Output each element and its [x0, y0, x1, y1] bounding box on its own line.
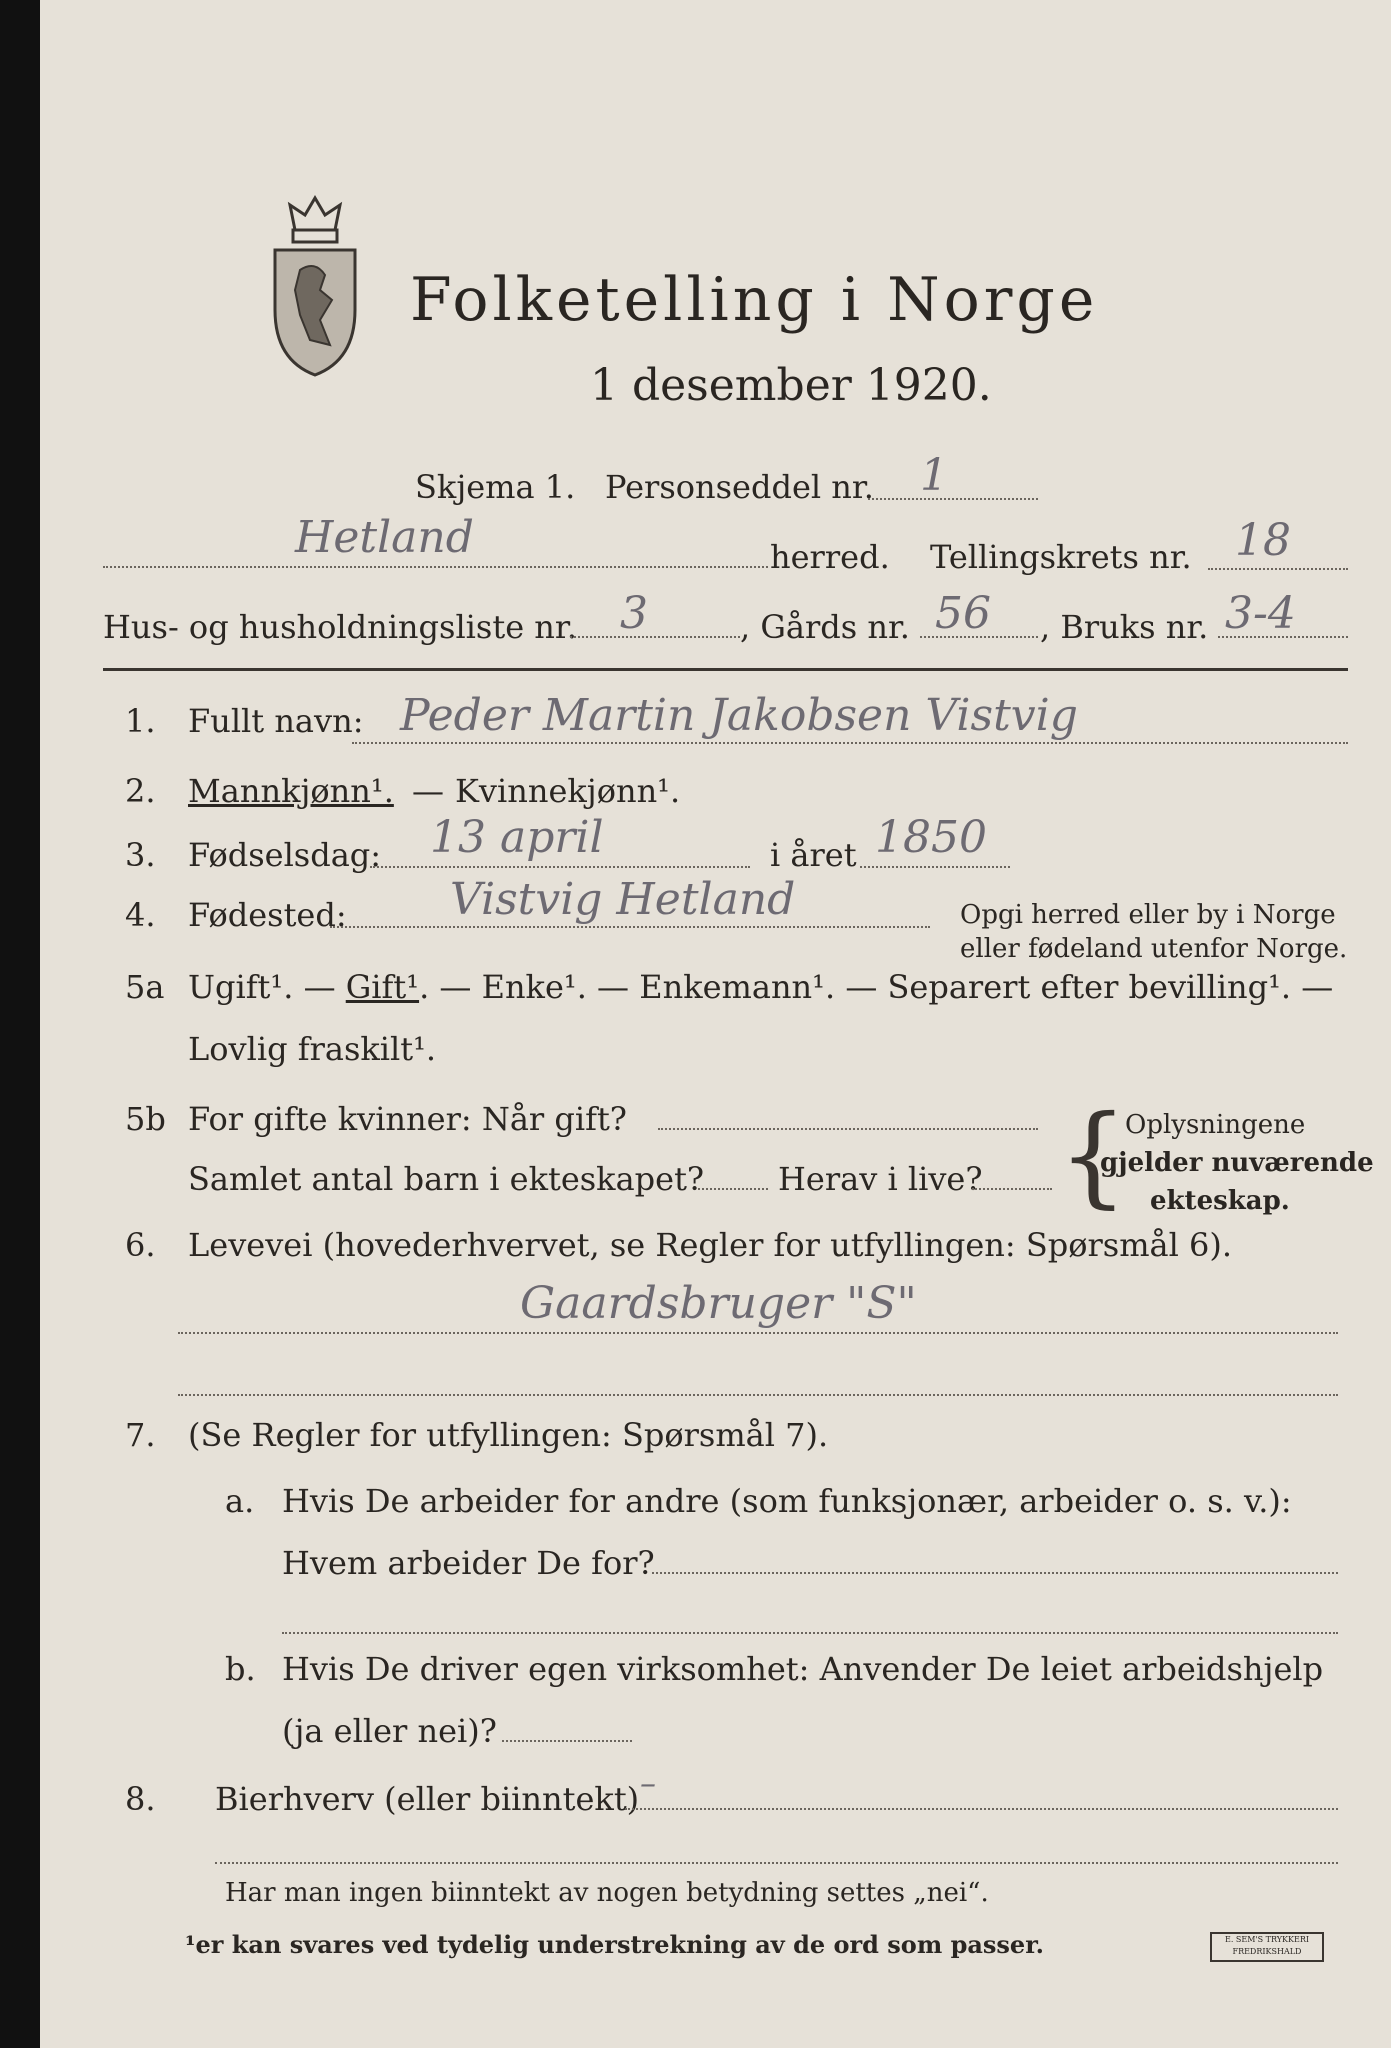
children-alive-label: Herav i live? — [778, 1160, 983, 1198]
full-name-value: Peder Martin Jakobsen Vistvig — [400, 690, 1078, 741]
married-option: Gift¹ — [345, 968, 420, 1006]
q6-number: 6. — [125, 1226, 156, 1264]
herred-label: herred. — [770, 538, 890, 576]
divorced-option: Lovlig fraskilt¹. — [188, 1030, 437, 1068]
bruks-value: 3-4 — [1225, 588, 1296, 639]
male-option: Mannkjønn¹. — [188, 772, 394, 810]
personseddel-label: Personseddel nr. — [605, 468, 874, 506]
q4-number: 4. — [125, 896, 156, 934]
hired-help-label: (ja eller nei)? — [282, 1712, 497, 1750]
schema-label: Skjema 1. — [415, 468, 576, 506]
alive-dotted-line — [972, 1188, 1052, 1190]
children-count-label: Samlet antal barn i ekteskapet? — [188, 1160, 705, 1198]
tellingskrets-label: Tellingskrets nr. — [930, 538, 1192, 576]
hired-help-dotted-line — [502, 1740, 632, 1742]
marital-status-line1 — [188, 968, 1333, 1006]
side-income-label: Bierhverv (eller biinntekt) — [215, 1780, 640, 1818]
herred-dotted-line — [103, 566, 768, 568]
q7-number: 7. — [125, 1416, 156, 1454]
birthday-dotted-line — [370, 866, 750, 868]
personseddel-value: 1 — [920, 450, 948, 501]
q7-label: (Se Regler for utfyllingen: Spørsmål 7). — [188, 1416, 829, 1454]
side-income-dotted-line-2 — [215, 1862, 1338, 1864]
q3-label: Fødselsdag: — [188, 836, 382, 874]
bracket-icon: { — [1058, 1091, 1128, 1219]
occupation-label: Levevei (hovederhvervet, se Regler for utfyllingen: Spørsmål 6). — [188, 1226, 1233, 1264]
footer-note-1: Har man ingen biinntekt av nogen betydning settes „nei“. — [225, 1878, 989, 1908]
q7b-letter: b. — [225, 1650, 256, 1688]
employer-label: Hvem arbeider De for? — [282, 1544, 655, 1582]
q4-label: Fødested: — [188, 896, 347, 934]
gards-label: , Gårds nr. — [740, 608, 910, 646]
side-income-value: – — [640, 1764, 656, 1802]
household-list-value: 3 — [620, 588, 648, 639]
marriage-note-line1: Oplysningene — [1125, 1110, 1306, 1140]
employer-dotted-line — [652, 1572, 1338, 1574]
occupation-value: Gaardsbruger "S" — [520, 1278, 917, 1329]
form-title: Folketelling i Norge — [410, 265, 1099, 335]
q7b-line1: Hvis De driver egen virksomhet: Anvender De leiet arbeidshjelp — [282, 1650, 1324, 1688]
marriage-note-line3: ekteskap. — [1150, 1186, 1290, 1216]
q1-dotted-line — [352, 742, 1348, 744]
female-option: Kvinnekjønn¹. — [455, 772, 681, 810]
q7a-letter: a. — [225, 1482, 255, 1520]
q2-number: 2. — [125, 772, 156, 810]
marriage-note-line2: gjelder nuværende — [1100, 1148, 1374, 1178]
header-divider — [103, 668, 1348, 671]
census-form-page — [40, 0, 1391, 2048]
q3-number: 3. — [125, 836, 156, 874]
birthplace-value: Vistvig Hetland — [450, 874, 796, 925]
year-dotted-line — [860, 866, 1010, 868]
other-marital-options: . — Enke¹. — Enkemann¹. — Separert efter bevilling¹. — — [419, 968, 1334, 1006]
q8-number: 8. — [125, 1780, 156, 1818]
married-women-label: For gifte kvinner: Når gift? — [188, 1100, 627, 1138]
birthplace-note-line2: eller fødeland utenfor Norge. — [960, 934, 1348, 964]
q7a-line1: Hvis De arbeider for andre (som funksjonær, arbeider o. s. v.): — [282, 1482, 1292, 1520]
birth-year-value: 1850 — [875, 812, 987, 863]
tellingskrets-dotted-line — [1208, 568, 1348, 570]
occupation-dotted-line-1 — [178, 1332, 1338, 1334]
q5a-number: 5a — [125, 968, 165, 1006]
side-income-dotted-line — [625, 1808, 1338, 1810]
children-dotted-line — [698, 1188, 768, 1190]
year-label: i året — [770, 836, 857, 874]
footer-note-2: ¹er kan svares ved tydelig understrekning av de ord som passer. — [185, 1930, 1044, 1959]
q1-label: Fullt navn: — [188, 702, 364, 740]
birthplace-note-line1: Opgi herred eller by i Norge — [960, 900, 1336, 930]
personseddel-dotted-line — [868, 498, 1038, 500]
household-list-label: Hus- og husholdningsliste nr. — [103, 608, 577, 646]
norwegian-coat-of-arms-icon — [260, 190, 370, 380]
tellingskrets-value: 18 — [1235, 515, 1291, 566]
q5b-number: 5b — [125, 1100, 166, 1138]
q1-number: 1. — [125, 702, 156, 740]
birthplace-dotted-line — [330, 926, 930, 928]
household-dotted-line — [570, 636, 740, 638]
bruks-label: , Bruks nr. — [1040, 608, 1209, 646]
occupation-dotted-line-2 — [178, 1394, 1338, 1396]
q2-separator: — — [412, 772, 444, 810]
employer-dotted-line-2 — [282, 1632, 1338, 1634]
herred-value: Hetland — [295, 512, 474, 563]
census-date: 1 desember 1920. — [590, 360, 992, 411]
when-married-dotted-line — [658, 1128, 1038, 1130]
gards-value: 56 — [935, 588, 991, 639]
birthday-value: 13 april — [430, 812, 604, 863]
unmarried-option: Ugift¹. — — [188, 968, 346, 1006]
printer-stamp: E. SEM'S TRYKKERI FREDRIKSHALD — [1210, 1932, 1324, 1962]
